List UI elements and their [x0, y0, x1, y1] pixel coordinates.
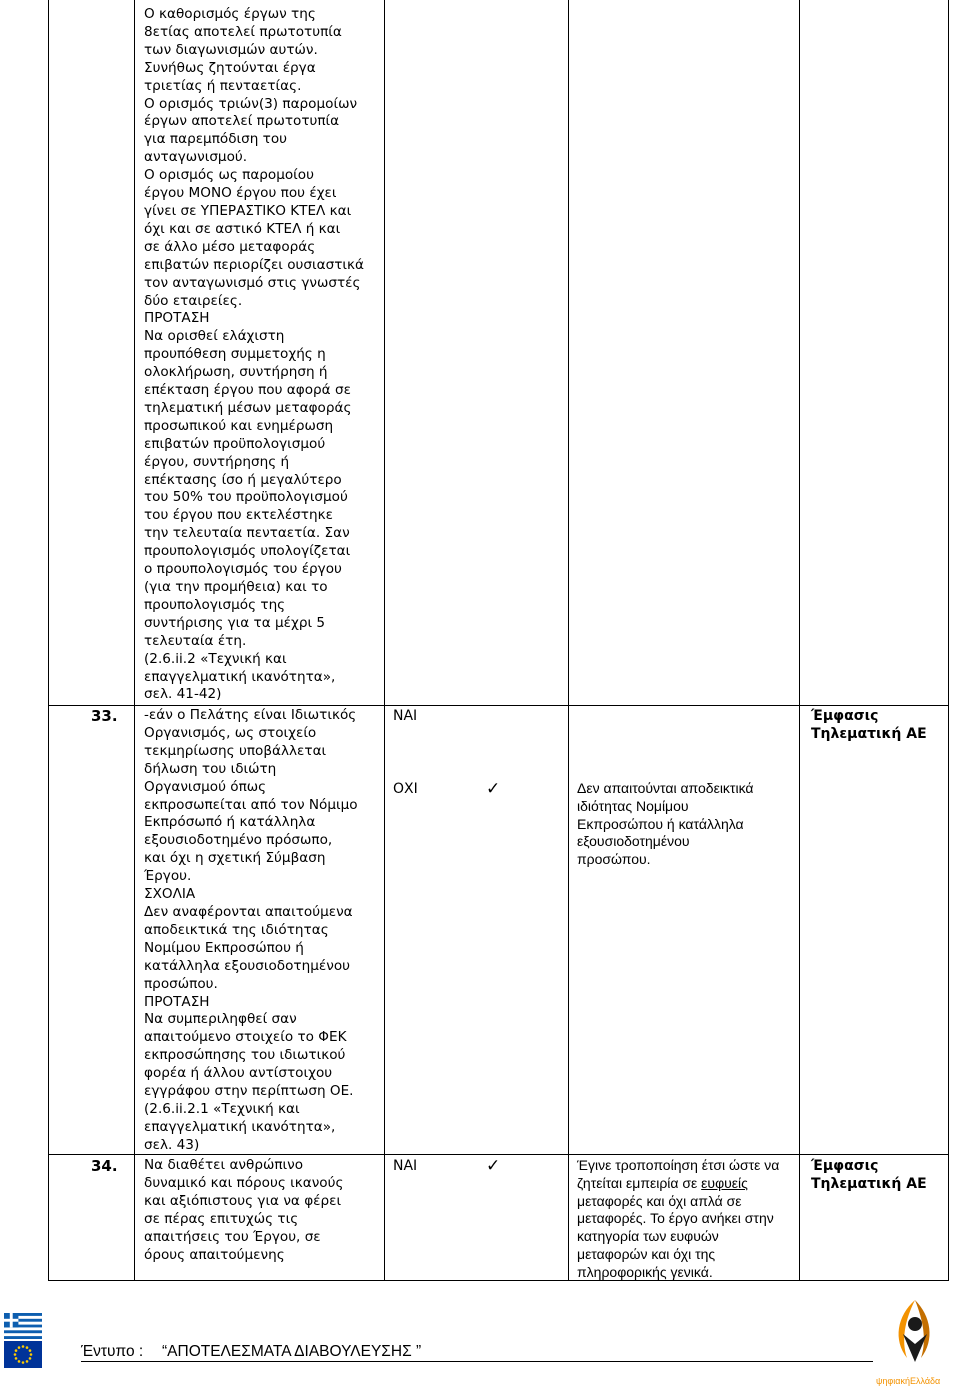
row-33-answer-no: ΟΧΙ — [393, 781, 418, 797]
footer-rule — [81, 1361, 873, 1362]
form-label: Έντυπο : — [81, 1343, 144, 1360]
row-34-text: Να διαθέτει ανθρώπινο δυναμικό και πόρους ικανούς και αξιόπιστους για να φέρει σε πέρας επιτυχώς τις απαιτήσεις του Έργου, σε όρους απαιτούμενης — [144, 1157, 344, 1263]
row-34-organization: Έμφασις Τηλεματική ΑΕ — [811, 1158, 927, 1192]
row-33-text: -εάν ο Πελάτης είναι Ιδιωτικός Οργανισμός, ως στοιχείο τεκμηρίωσης υποβάλλεται δήλωση του ιδιώτη Οργανισμού όπως εκπροσωπείται από τον Νόμιμο Εκπρόσωπό ή κατάλληλα εξουσιοδοτημένο πρόσωπο, και όχι η σχετική Σύμβαση Έργου. ΣΧΟΛΙΑ Δεν αναφέρονται απαιτούμενα αποδεικτικά της ιδιότητας Νομίμου Εκπροσώπου ή κατάλληλα εξουσιοδοτημένου προσώπου. ΠΡΟΤΑΣΗ Να συμπεριληφθεί σαν απαιτούμενο στοιχείο το ΦΕΚ εκπροσώπησης του ιδιωτικού φορέα ή άλλου αντίστοιχου εγγράφου στην περίπτωση ΟΕ. (2.6.ii.2.1 «Τεχνική και επαγγελματική ικανότητα», σελ. 43) — [144, 707, 358, 1153]
row-continued-text: Ο καθορισμός έργων της 8ετίας αποτελεί πρωτοτυπία των διαγωνισμών αυτών. Συνήθως ζητούνται έργα τριετίας ή πενταετίας. Ο ορισμός τριών(3) παρομοίων έργων αποτελεί πρωτοτυπία για παρεμπόδιση του ανταγωνισμού. Ο ορισμός ως παρομοίου έργου ΜΟΝΟ έργου που έχει γίνει σε ΥΠΕΡΑΣΤΙΚΟ ΚΤΕΛ και όχι και σε αστικό ΚΤΕΛ ή και σε άλλο μέσο μεταφοράς επιβατών περιορίζει ουσιαστικά τον ανταγωνισμό στις γνωστές δύο εταιρείες. ΠΡΟΤΑΣΗ Να ορισθεί ελάχιστη προυπόθεση συμμετοχής η ολοκλήρωση, συντήρηση ή επέκταση έργου που αφορά σε τηλεματική μέσων μεταφοράς προσωπικού και ενημέρωση επιβατών προϋπολογισμού έργου, συντήρησης ή επέκτασης ίσο ή μεγαλύτερο του 50% του προϋπολογισμού του έργου που εκτελέστηκε την τελευταία πενταετία. Σαν προυπολογισμός υπολογίζεται ο προυπολογισμός του έργου (για την προμήθεια) και το προυπολογισμός της συντήρισης για τα μέχρι 5 τελευταία έτη. (2.6.ii.2 «Τεχνική και επαγγελματική ικανότητα», σελ. 41-42) — [144, 6, 364, 703]
row-number-33: 33. — [91, 707, 118, 725]
row-34-comment — [577, 1157, 807, 1282]
row-33-comment: Δεν απαιτούνται αποδεικτικά ιδιότητας Νομίμου Εκπροσώπου ή κατάλληλα εξουσιοδοτημένου προσώπου. — [577, 780, 754, 868]
row-34-comment-underlined: ευφυείς — [701, 1174, 748, 1191]
row-34-comment-end: μεταφορές και όχι απλά σε μεταφορές. Το έργο ανήκει στην κατηγορία των ευφυών μεταφορών και όχι της πληροφορικής γενικά. — [577, 1192, 774, 1280]
row-33-organization: Έμφασις Τηλεματική ΑΕ — [811, 708, 927, 742]
check-icon: ✓ — [486, 779, 501, 799]
digital-greece-logo-icon — [877, 1296, 953, 1376]
row-34-comment-start: Έγινε τροποποίηση έτσι ώστε να ζητείται εμπειρία σε — [577, 1157, 780, 1191]
form-title: “ΑΠΟΤΕΛΕΣΜΑΤΑ ΔΙΑΒΟΥΛΕΥΣΗΣ ” — [162, 1343, 422, 1360]
eu-flag-icon — [4, 1341, 42, 1368]
row-number-34: 34. — [91, 1157, 118, 1175]
row-33-answer-yes: ΝΑΙ — [393, 708, 418, 724]
check-icon: ✓ — [486, 1156, 501, 1176]
greek-flag-icon — [4, 1313, 42, 1339]
digital-greece-caption: ψηφιακήΕλλάδα — [876, 1376, 941, 1386]
row-34-answer: ΝΑΙ — [393, 1158, 418, 1174]
